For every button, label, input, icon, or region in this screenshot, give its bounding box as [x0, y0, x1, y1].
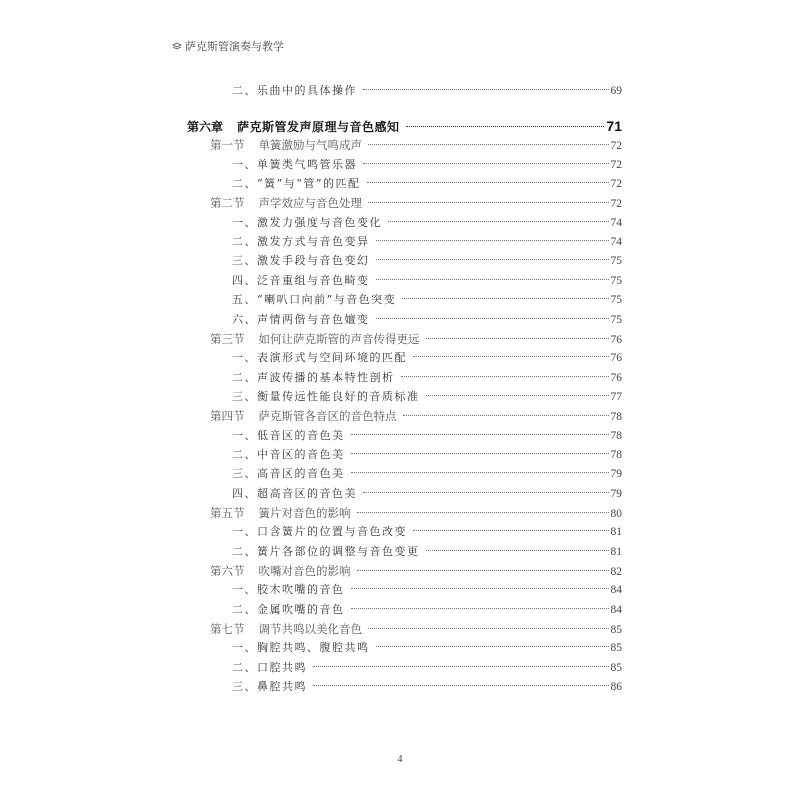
- toc-page-number: 85: [610, 661, 622, 674]
- toc-page-number: 75: [610, 313, 622, 326]
- toc-entry-item[interactable]: [232, 447, 622, 463]
- toc-entry-item[interactable]: [232, 176, 622, 192]
- toc-page-number: 85: [610, 624, 622, 637]
- toc-entry-section[interactable]: [210, 563, 622, 579]
- dot-leader: [376, 279, 609, 280]
- toc-entry-item[interactable]: [232, 582, 622, 598]
- toc-page-number: 78: [610, 429, 622, 442]
- toc-entry-item[interactable]: [232, 370, 622, 386]
- dot-leader: [368, 202, 609, 203]
- toc-page-number: 81: [610, 545, 622, 558]
- toc-entry-title: 簧片对音色的影响: [258, 506, 351, 520]
- dot-leader: [413, 356, 609, 357]
- toc-entry-title: 三、衡量传远性能良好的音质标准: [232, 389, 420, 403]
- dot-leader: [363, 163, 609, 164]
- toc-page-number: 75: [610, 255, 622, 268]
- toc-entry-item[interactable]: [232, 486, 622, 502]
- section-number: 第六节: [210, 564, 245, 579]
- toc-entry-item[interactable]: [232, 253, 622, 269]
- toc-page-number: 72: [610, 178, 622, 191]
- book-title: 萨克斯管演奏与教学: [185, 40, 284, 53]
- toc-entry-item[interactable]: [232, 679, 622, 695]
- dot-leader: [413, 530, 609, 531]
- section-number: 第三节: [210, 331, 245, 346]
- toc-entry-item[interactable]: [232, 234, 622, 250]
- toc-entry-title: 一、单簧类气鸣管乐器: [232, 157, 357, 171]
- toc-page-number: 74: [610, 216, 622, 229]
- toc-entry-title: 萨克斯管各音区的音色特点: [258, 409, 397, 424]
- toc-entry-title: 调节共鸣以美化音色: [258, 622, 362, 637]
- dot-leader: [406, 126, 605, 127]
- dot-leader: [376, 646, 609, 647]
- layers-icon: [172, 42, 182, 50]
- dot-leader: [313, 666, 609, 667]
- dot-leader: [363, 89, 609, 90]
- toc-page-number: 71: [606, 118, 622, 134]
- toc-entry-section[interactable]: [210, 137, 622, 153]
- dot-leader: [388, 221, 609, 222]
- toc-entry-item[interactable]: [232, 660, 622, 676]
- dot-leader: [403, 415, 609, 416]
- toc-entry-title: 吹嘴对音色的影响: [258, 564, 351, 579]
- toc-entry-item[interactable]: [232, 273, 622, 289]
- section-number: 第七节: [210, 622, 245, 637]
- toc-page-number: 72: [610, 140, 622, 153]
- toc-page-number: 77: [610, 390, 622, 403]
- toc-entry-title: 三、鼻腔共鸣: [232, 680, 307, 694]
- toc-page-number: 78: [610, 448, 622, 461]
- toc-entry-item[interactable]: [232, 215, 622, 231]
- toc-page-number: 75: [610, 294, 622, 307]
- dot-leader: [368, 144, 609, 145]
- toc-entry-title: 四、超高音区的音色美: [232, 486, 357, 500]
- toc-entry-item[interactable]: [232, 466, 622, 482]
- toc-entry-title: 二、“簧”与“管”的匹配: [232, 177, 361, 191]
- toc-entry-item[interactable]: [232, 350, 622, 366]
- toc-entry-item[interactable]: [232, 292, 622, 308]
- toc-entry-title: 二、口腔共鸣: [232, 660, 307, 674]
- toc-page-number: 76: [610, 352, 622, 365]
- toc-entry-title: 五、“喇叭口向前”与音色突变: [232, 293, 397, 307]
- toc-entry-section[interactable]: [210, 621, 622, 637]
- toc-entry-title: 萨克斯管发声原理与音色感知: [237, 120, 400, 134]
- toc-page-number: 76: [610, 371, 622, 384]
- toc-page-number: 86: [610, 681, 622, 694]
- toc-page-number: 72: [610, 198, 622, 211]
- toc-entry-item[interactable]: [232, 544, 622, 560]
- toc-page-number: 75: [610, 274, 622, 287]
- toc-entry-item[interactable]: [232, 312, 622, 328]
- toc-page-number: 69: [610, 85, 622, 97]
- dot-leader: [351, 608, 609, 609]
- toc-entry-title: 三、高音区的音色美: [232, 467, 345, 481]
- dot-leader: [426, 338, 609, 339]
- toc-entry-chapter[interactable]: [187, 118, 622, 134]
- toc-entry-title: 单簧激励与气鸣成声: [258, 138, 362, 153]
- toc-entry-item[interactable]: [232, 83, 622, 99]
- toc-entry-item[interactable]: [232, 389, 622, 405]
- dot-leader: [376, 318, 609, 319]
- toc-page-number: 84: [610, 603, 622, 616]
- toc-entry-title: 六、声情两偕与音色嬗变: [232, 312, 370, 326]
- toc-page-number: 84: [610, 584, 622, 597]
- toc-page-number: 74: [610, 236, 622, 249]
- toc-entry-title: 三、激发手段与音色变幻: [232, 254, 370, 268]
- toc-entry-item[interactable]: [232, 428, 622, 444]
- toc-entry-title: 二、金属吹嘴的音色: [232, 602, 345, 616]
- dot-leader: [313, 685, 609, 686]
- section-number: 第四节: [210, 409, 245, 424]
- dot-leader: [351, 588, 609, 589]
- toc-entry-title: 一、低音区的音色美: [232, 428, 345, 442]
- toc-entry-title: 一、表演形式与空间环境的匹配: [232, 351, 407, 365]
- toc-entry-section[interactable]: [210, 505, 622, 521]
- toc-entry-item[interactable]: [232, 524, 622, 540]
- toc-page-number: 76: [610, 333, 622, 346]
- dot-leader: [426, 395, 609, 396]
- toc-entry-title: 一、口含簧片的位置与音色改变: [232, 525, 407, 539]
- toc-entry-title: 一、胸腔共鸣、腹腔共鸣: [232, 641, 370, 655]
- dot-leader: [426, 550, 609, 551]
- toc-page-number: 81: [610, 526, 622, 539]
- toc-entry-section[interactable]: [210, 408, 622, 424]
- toc-entry-item[interactable]: [232, 157, 622, 173]
- toc-page-number: 80: [610, 508, 622, 520]
- toc-entry-item[interactable]: [232, 640, 622, 656]
- toc-entry-section[interactable]: [210, 331, 622, 347]
- toc-entry-title: 二、乐曲中的具体操作: [232, 84, 357, 97]
- toc-entry-title: 二、声波传播的基本特性剖析: [232, 370, 395, 384]
- dot-leader: [367, 182, 609, 183]
- dot-leader: [401, 376, 609, 377]
- running-header: [172, 38, 284, 54]
- dot-leader: [351, 472, 609, 473]
- section-number: 第二节: [210, 196, 245, 211]
- dot-leader: [351, 434, 609, 435]
- dot-leader: [363, 492, 609, 493]
- toc-entry-item[interactable]: [232, 602, 622, 618]
- dot-leader: [357, 570, 609, 571]
- toc-page-number: 82: [610, 566, 622, 579]
- dot-leader: [402, 298, 608, 299]
- toc-page-number: 79: [610, 468, 622, 481]
- dot-leader: [376, 240, 609, 241]
- toc-page-number: 78: [610, 411, 622, 424]
- toc-entry-title: 四、泛音重组与音色畸变: [232, 273, 370, 287]
- toc-entry-title: 二、中音区的音色美: [232, 447, 345, 461]
- toc-entry-title: 二、激发方式与音色变异: [232, 235, 370, 249]
- toc-entry-title: 声学效应与音色处理: [258, 196, 362, 211]
- section-number: 第一节: [210, 138, 245, 153]
- dot-leader: [351, 453, 609, 454]
- dot-leader: [357, 512, 609, 513]
- page-number: 4: [397, 754, 403, 765]
- toc-entry-title: 二、簧片各部位的调整与音色变更: [232, 544, 420, 558]
- toc-entry-title: 一、激发力强度与音色变化: [232, 215, 382, 229]
- toc-entry-section[interactable]: [210, 195, 622, 211]
- chapter-number: 第六章: [187, 120, 224, 134]
- toc-page-number: 72: [610, 158, 622, 171]
- dot-leader: [368, 628, 609, 629]
- toc-entry-title: 如何让萨克斯管的声音传得更远: [258, 331, 420, 346]
- section-number: 第五节: [210, 506, 245, 520]
- dot-leader: [376, 259, 609, 260]
- toc-page-number: 79: [610, 487, 622, 500]
- toc-page-number: 85: [610, 642, 622, 655]
- toc-entry-title: 一、胶木吹嘴的音色: [232, 583, 345, 597]
